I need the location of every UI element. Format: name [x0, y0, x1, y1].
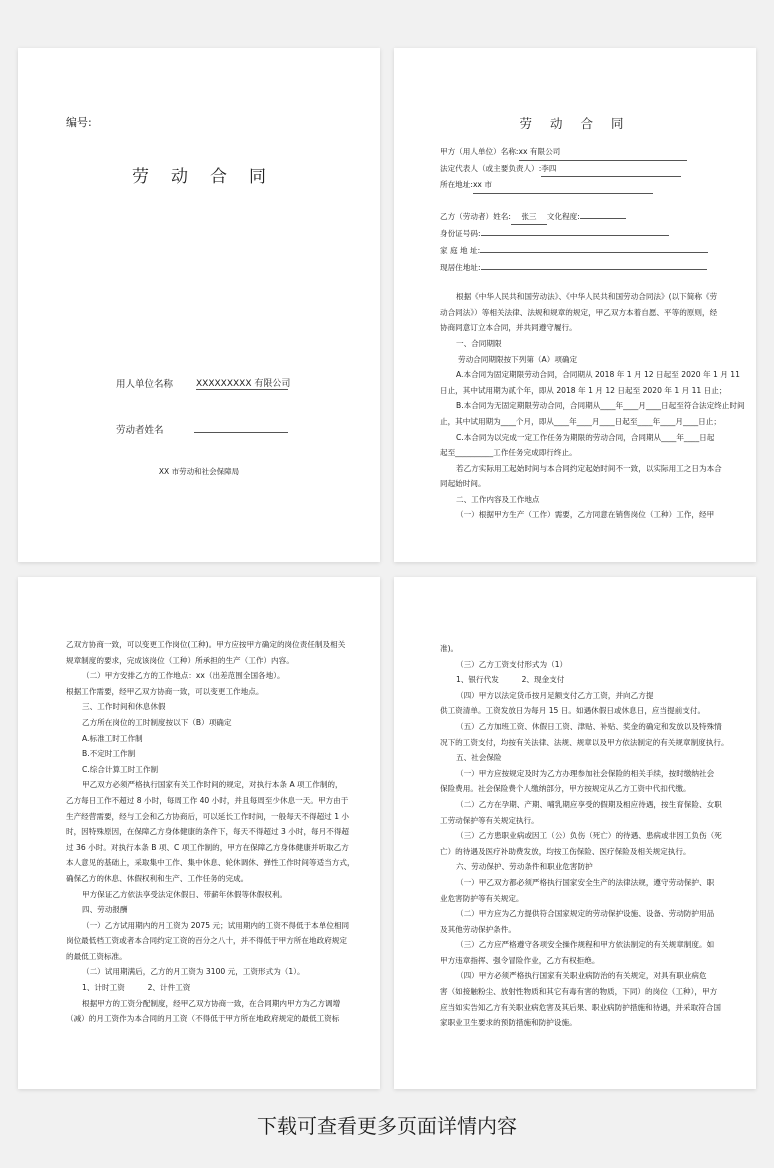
text-line: 工劳动保护等有关规定执行。: [440, 815, 539, 825]
text-line: （三）乙方工资支付形式为（1）: [456, 659, 568, 669]
text-line: 亡）的待遇及医疗补助费发放，均按工伤保险、医疗保险及相关规定执行。: [440, 846, 691, 856]
text-line: 供工资清单。工资发放日为每月 15 日。如遇休假日或休息日，应当提前支付。: [440, 706, 706, 716]
text-line: （二）乙方在孕期、产期、哺乳期应享受的假期及相应待遇，按生育保险、女职: [456, 799, 722, 809]
party-a-name-row: 甲方（用人单位）名称:xx 有限公司: [440, 144, 714, 161]
contract-body: [66, 637, 355, 1027]
text-line: （一）乙方试用期内的月工资为 2075 元；试用期内的工资不得低于本单位相同: [82, 920, 350, 930]
text-line: 三、工作时间和休息休假: [82, 702, 166, 712]
text-line: C.本合同为以完成一定工作任务为期限的劳动合同，合同期从____年____日起: [456, 432, 715, 442]
text-line: 乙方每日工作不超过 8 小时，每周工作 40 小时，并且每周至少休息一天。甲方由于: [66, 795, 349, 805]
contract-number-label: 编号:: [66, 116, 92, 129]
party-b-residence-row: 现居住地址:: [440, 259, 714, 276]
text-line: 况下的工资支付，均按有关法律、法规、规章以及甲方依法制定的有关规章制度执行。: [440, 737, 729, 747]
text-line: 乙方所在岗位的工时制度按以下（B）项确定: [82, 717, 232, 727]
text-line: 本人意见的基础上，采取集中工作、集中休息、轮休调休、弹性工作时间等适当方式，: [66, 858, 355, 868]
text-line: （二）甲方安排乙方的工作地点：xx（出差范围全国各地）。: [82, 671, 285, 681]
text-line: （减）的月工资作为本合同的月工资（不得低于甲方所在地政府规定的最低工资标: [66, 1014, 340, 1024]
text-line: （三）乙方应严格遵守各项安全操作规程和甲方依法制定的有关规章制度。如: [456, 940, 715, 950]
text-line: 止，其中试用期为____个月，即从____年____月____日起至____年____月____日止；: [440, 416, 721, 426]
text-line: 保险费用。社会保险费个人缴纳部分，甲方按规定从乙方工资中代扣代缴。: [440, 784, 691, 794]
text-line: 害（如接触粉尘、放射性物质和其它有毒有害的物质，下同）的岗位（工种），甲方: [440, 987, 718, 997]
text-line: 1、计时工资 2、计件工资: [82, 983, 191, 993]
text-line: （五）乙方加班工资、休假日工资、津贴、补贴、奖金的确定和发放以及特殊情: [456, 721, 722, 731]
employer-name-label: 用人单位名称: [116, 379, 174, 390]
text-line: （二）甲方应为乙方提供符合国家规定的劳动保护设施、设备、劳动防护用品: [456, 909, 715, 919]
text-line: 起至__________工作任务完成即行终止。: [440, 448, 577, 458]
contract-body: [440, 641, 729, 1031]
text-line: 动合同法》）等相关法律、法规和规章的规定，甲乙双方本着自愿、平等的原则，经: [440, 307, 718, 317]
text-line: 岗位最低档工资或者本合同约定工资的百分之八十，并不得低于甲方所在地政府规定: [66, 936, 347, 946]
text-line: 准)。: [440, 644, 459, 653]
text-line: 生产经营需要，经与工会和乙方协商后，可以延长工作时间，一般每天不得超过 1 小: [66, 811, 350, 821]
party-a-name-value: xx 有限公司: [519, 144, 687, 161]
text-line: 时，因特殊原因，在保障乙方身体健康的条件下，每天不得超过 3 小时，每月不得超: [66, 827, 350, 837]
download-prompt: 下载可查看更多页面详情内容: [257, 1114, 517, 1138]
text-line: 六、劳动保护、劳动条件和职业危害防护: [456, 862, 593, 872]
party-a-rep-row: 法定代表人（或主要负责人）:李四: [440, 161, 714, 178]
text-line: 甲方违章指挥、强令冒险作业，乙方有权拒绝。: [440, 955, 600, 965]
party-a-address-row: 所在地址:xx 市: [440, 177, 714, 194]
text-line: 应当如实告知乙方有关职业病危害及其后果、职业病防护措施和待遇，并采取符合国: [440, 1002, 721, 1012]
worker-name-label: 劳动者姓名: [116, 425, 164, 436]
employer-name-value: XXXXXXXXX 有限公司: [196, 376, 288, 390]
text-line: 业危害防护等有关规定。: [440, 893, 524, 903]
text-line: C.综合计算工时工作制: [82, 764, 159, 774]
text-line: 规章制度的要求，完成该岗位（工种）所承担的生产（工作）内容。: [66, 655, 294, 665]
page-contract-end: [394, 577, 756, 1089]
text-line: 同起始时间。: [440, 479, 486, 489]
text-line: 根据《中华人民共和国劳动法》、《中华人民共和国劳动合同法》(以下简称《劳: [456, 292, 718, 302]
text-line: （一）根据甲方生产（工作）需要，乙方同意在销售岗位（工种）工作，经甲: [456, 510, 715, 520]
section-heading: 二、工作内容及工作地点: [456, 494, 540, 504]
text-line: 甲乙双方必须严格执行国家有关工作时间的规定，对执行本条 A 项工作制的，: [82, 780, 343, 790]
text-line: B.不定时工作制: [82, 749, 136, 759]
party-b-name-value: 张三: [511, 209, 547, 226]
text-line: （二）试用期满后，乙方的月工资为 3100 元，工资形式为（1）。: [82, 967, 305, 977]
text-line: 五、社会保险: [456, 753, 502, 763]
section-heading: 一、合同期限: [456, 338, 502, 348]
text-line: 乙双方协商一致，可以变更工作岗位(工种)。甲方应按甲方确定的岗位责任制及相关: [66, 640, 346, 649]
page-contract-start: [394, 48, 756, 562]
text-line: 确保乙方的休息、休假权利和生产、工作任务的完成。: [66, 873, 249, 883]
text-line: 协商同意订立本合同，并共同遵守履行。: [440, 323, 577, 333]
party-a-address-value: xx 市: [473, 177, 653, 194]
page-cover: [18, 48, 380, 562]
text-line: A.标准工时工作制: [82, 733, 143, 743]
cover-title: 劳动合同: [132, 167, 288, 187]
text-line: B.本合同为无固定期限劳动合同，合同期从____年____月____日起至符合法定终止时间: [456, 401, 745, 411]
text-line: 四、劳动报酬: [82, 905, 128, 915]
text-line: 日止，其中试用期为贰个年，即从 2018 年 1 月 12 日起至 2020 年 1 月 11 日止；: [440, 385, 727, 395]
text-line: 1、银行代发 2、现金支付: [456, 675, 565, 685]
text-line: 及其他劳动保护条件。: [440, 924, 516, 934]
text-line: 劳动合同期限按下列第（A）项确定: [458, 354, 578, 364]
text-line: （一）甲乙双方都必须严格执行国家安全生产的法律法规，遵守劳动保护、职: [456, 877, 715, 887]
party-a-rep-value: 李四: [541, 161, 681, 178]
party-b-name-row: 乙方（劳动者）姓名: 张三 文化程度:: [440, 208, 714, 226]
text-line: 的最低工资标准。: [66, 951, 127, 961]
text-line: （三）乙方患职业病或因工（公）负伤（死亡）的待遇、患病或非因工负伤（死: [456, 831, 722, 841]
party-b-id-row: 身份证号码:: [440, 225, 714, 242]
contract-title: 劳 动 合 同: [519, 116, 631, 131]
page-contract-middle: [18, 577, 380, 1089]
contract-body: [440, 144, 745, 523]
issuer: XX 市劳动和社会保障局: [158, 467, 240, 476]
text-line: A.本合同为固定期限劳动合同，合同期从 2018 年 1 月 12 日起至 2020 年 1 月 11: [456, 370, 740, 380]
text-line: （四）甲方以法定货币按月足额支付乙方工资，并向乙方提: [456, 690, 654, 700]
text-line: 家职业卫生要求的预防措施和防护设施。: [440, 1018, 577, 1028]
text-line: 根据甲方的工资分配制度，经甲乙双方协商一致，在合同期内甲方为乙方调增: [82, 998, 341, 1008]
text-line: 根据工作需要，经甲乙双方协商一致，可以变更工作地点。: [66, 686, 264, 696]
party-b-home-row: 家 庭 地 址:: [440, 242, 714, 259]
text-line: （一）甲方应按规定及时为乙方办理参加社会保险的相关手续，按时缴纳社会: [456, 768, 715, 778]
text-line: 若乙方实际用工起始时间与本合同约定起始时间不一致，以实际用工之日为本合: [456, 463, 722, 473]
text-line: （四）甲方必须严格执行国家有关职业病防治的有关规定，对具有职业病危: [456, 971, 707, 981]
text-line: 甲方保证乙方依法享受法定休假日、带薪年休假等休假权利。: [82, 889, 288, 899]
worker-name-line: [194, 432, 288, 433]
text-line: 过 36 小时。对执行本条 B 项、C 项工作制的，甲方在保障乙方身体健康并听取乙方: [66, 842, 349, 852]
